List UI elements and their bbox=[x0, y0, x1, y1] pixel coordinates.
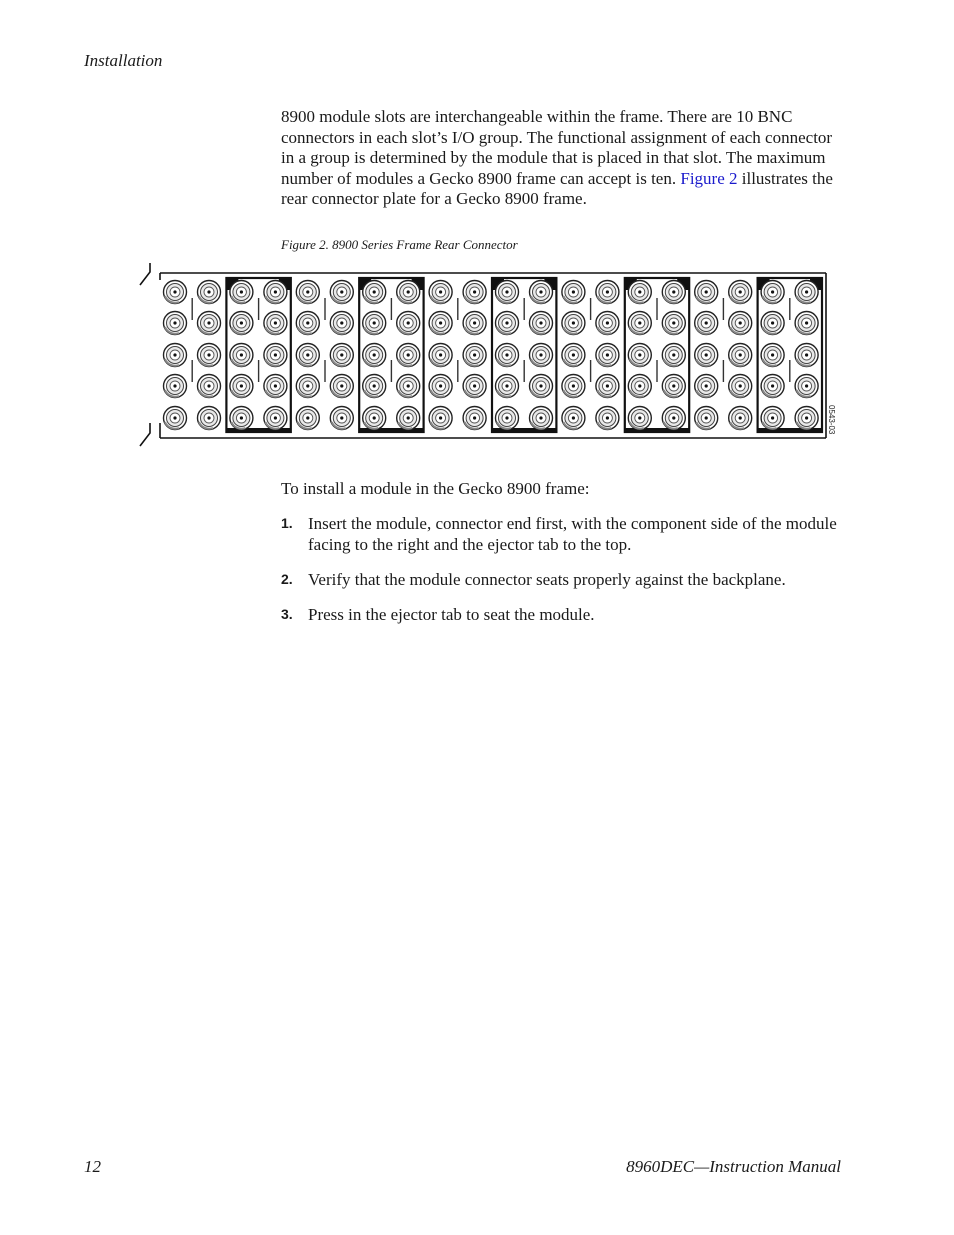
bnc-connector bbox=[397, 281, 420, 304]
bnc-connector bbox=[530, 344, 553, 367]
bnc-connector bbox=[198, 281, 221, 304]
figure-link[interactable]: Figure 2 bbox=[680, 168, 738, 188]
bnc-connector bbox=[363, 407, 386, 430]
running-header: Installation bbox=[84, 51, 163, 70]
bnc-connector bbox=[496, 407, 519, 430]
bnc-connector bbox=[596, 312, 619, 335]
step-number: 2. bbox=[281, 571, 293, 587]
bnc-connector bbox=[729, 407, 752, 430]
bnc-connector bbox=[695, 344, 718, 367]
bnc-connector bbox=[296, 407, 319, 430]
bnc-connector bbox=[230, 407, 253, 430]
bnc-connector bbox=[628, 312, 651, 335]
bnc-connector bbox=[628, 344, 651, 367]
bnc-connector bbox=[198, 407, 221, 430]
bnc-connector bbox=[795, 407, 818, 430]
bnc-connector bbox=[562, 281, 585, 304]
bnc-connector bbox=[530, 312, 553, 335]
step-text: Press in the ejector tab to seat the module. bbox=[308, 605, 595, 624]
bnc-connector bbox=[761, 375, 784, 398]
rear-connector-figure bbox=[136, 258, 836, 450]
figure-caption: Figure 2. 8900 Series Frame Rear Connector bbox=[281, 237, 518, 252]
bnc-connector bbox=[330, 344, 353, 367]
bnc-connector bbox=[463, 281, 486, 304]
break-mark bbox=[140, 423, 150, 446]
page-number: 12 bbox=[84, 1157, 101, 1176]
step-text: Insert the module, connector end first, with the component side of the module facing to the right and the ejector tab to the top. bbox=[308, 514, 837, 554]
bnc-connector bbox=[198, 375, 221, 398]
bnc-connector bbox=[761, 344, 784, 367]
bnc-connector bbox=[164, 312, 187, 335]
bnc-connector bbox=[662, 344, 685, 367]
figure-id-label: 0543-03 bbox=[827, 405, 836, 435]
bnc-connector bbox=[397, 407, 420, 430]
bnc-connector bbox=[596, 281, 619, 304]
bnc-connector bbox=[729, 312, 752, 335]
bnc-connector bbox=[596, 344, 619, 367]
bnc-connector bbox=[296, 281, 319, 304]
bnc-connector bbox=[463, 375, 486, 398]
bnc-connector bbox=[562, 375, 585, 398]
bnc-connector bbox=[562, 312, 585, 335]
bnc-connector bbox=[496, 344, 519, 367]
bnc-connector bbox=[429, 281, 452, 304]
bnc-connector bbox=[264, 375, 287, 398]
bnc-connector bbox=[596, 407, 619, 430]
bnc-connector bbox=[761, 281, 784, 304]
bnc-connector bbox=[463, 312, 486, 335]
bnc-connector bbox=[330, 407, 353, 430]
bnc-connector bbox=[795, 281, 818, 304]
bnc-connector bbox=[695, 312, 718, 335]
bnc-connector bbox=[729, 344, 752, 367]
bnc-connector bbox=[596, 375, 619, 398]
bnc-connector bbox=[429, 407, 452, 430]
bnc-connector bbox=[530, 407, 553, 430]
bnc-connector bbox=[264, 281, 287, 304]
step-text: Verify that the module connector seats properly against the backplane. bbox=[308, 570, 786, 589]
bnc-connector bbox=[496, 312, 519, 335]
bnc-connector bbox=[397, 344, 420, 367]
step-2 bbox=[281, 569, 846, 590]
bnc-connector bbox=[761, 312, 784, 335]
bnc-connector bbox=[198, 312, 221, 335]
bnc-connector bbox=[628, 375, 651, 398]
intro-paragraph bbox=[281, 107, 846, 210]
bnc-connector bbox=[795, 312, 818, 335]
bnc-connector bbox=[230, 344, 253, 367]
bnc-connector bbox=[363, 344, 386, 367]
bnc-connector bbox=[761, 407, 784, 430]
bnc-connector bbox=[562, 344, 585, 367]
bnc-connector bbox=[530, 375, 553, 398]
bnc-connector bbox=[164, 344, 187, 367]
bnc-connector bbox=[164, 281, 187, 304]
bnc-connector bbox=[496, 375, 519, 398]
bnc-connector bbox=[795, 344, 818, 367]
step-number: 1. bbox=[281, 515, 293, 531]
install-intro: To install a module in the Gecko 8900 frame: bbox=[281, 479, 590, 498]
bnc-connector bbox=[662, 281, 685, 304]
manual-title: 8960DEC—Instruction Manual bbox=[626, 1157, 841, 1176]
bnc-connector bbox=[662, 312, 685, 335]
bnc-connector bbox=[729, 281, 752, 304]
bnc-connector bbox=[795, 375, 818, 398]
bnc-connector bbox=[628, 281, 651, 304]
bnc-connector bbox=[397, 375, 420, 398]
bnc-connector bbox=[296, 312, 319, 335]
bnc-connector bbox=[330, 312, 353, 335]
bnc-connector bbox=[330, 281, 353, 304]
bnc-connector bbox=[363, 281, 386, 304]
bnc-connector bbox=[695, 375, 718, 398]
step-1 bbox=[281, 513, 846, 555]
bnc-connector bbox=[330, 375, 353, 398]
bnc-connector bbox=[429, 375, 452, 398]
step-number: 3. bbox=[281, 606, 293, 622]
bnc-connector bbox=[562, 407, 585, 430]
bnc-connector bbox=[397, 312, 420, 335]
bnc-connector bbox=[463, 344, 486, 367]
rear-connector-diagram bbox=[136, 258, 836, 450]
step-3 bbox=[281, 604, 846, 625]
bnc-connector bbox=[230, 281, 253, 304]
bnc-connectors bbox=[164, 281, 819, 430]
bnc-connector bbox=[296, 344, 319, 367]
bnc-connector bbox=[198, 344, 221, 367]
bnc-connector bbox=[662, 407, 685, 430]
bnc-connector bbox=[363, 375, 386, 398]
bnc-connector bbox=[530, 281, 553, 304]
intro-text-before: 8900 module slots are interchangeable within the frame. There are 10 BNC connectors in each slot’s I/O group. The functional assignment of each connector in a group is determined by the module that is placed in that slot. The maximum number of modules a Gecko 8900 frame can accept is ten. bbox=[281, 107, 833, 188]
bnc-connector bbox=[429, 312, 452, 335]
bnc-connector bbox=[628, 407, 651, 430]
bnc-connector bbox=[496, 281, 519, 304]
bnc-connector bbox=[164, 407, 187, 430]
bnc-connector bbox=[230, 312, 253, 335]
bnc-connector bbox=[662, 375, 685, 398]
install-steps bbox=[281, 513, 846, 639]
bnc-connector bbox=[429, 344, 452, 367]
bnc-connector bbox=[164, 375, 187, 398]
intro-text-after: illustrates the rear connector plate for a Gecko 8900 frame. bbox=[281, 168, 833, 208]
bnc-connector bbox=[695, 281, 718, 304]
bnc-connector bbox=[264, 344, 287, 367]
bnc-connector bbox=[230, 375, 253, 398]
bnc-connector bbox=[264, 407, 287, 430]
bnc-connector bbox=[695, 407, 718, 430]
bnc-connector bbox=[264, 312, 287, 335]
bnc-connector bbox=[363, 312, 386, 335]
bnc-connector bbox=[463, 407, 486, 430]
bnc-connector bbox=[296, 375, 319, 398]
bnc-connector bbox=[729, 375, 752, 398]
break-mark bbox=[140, 263, 150, 285]
